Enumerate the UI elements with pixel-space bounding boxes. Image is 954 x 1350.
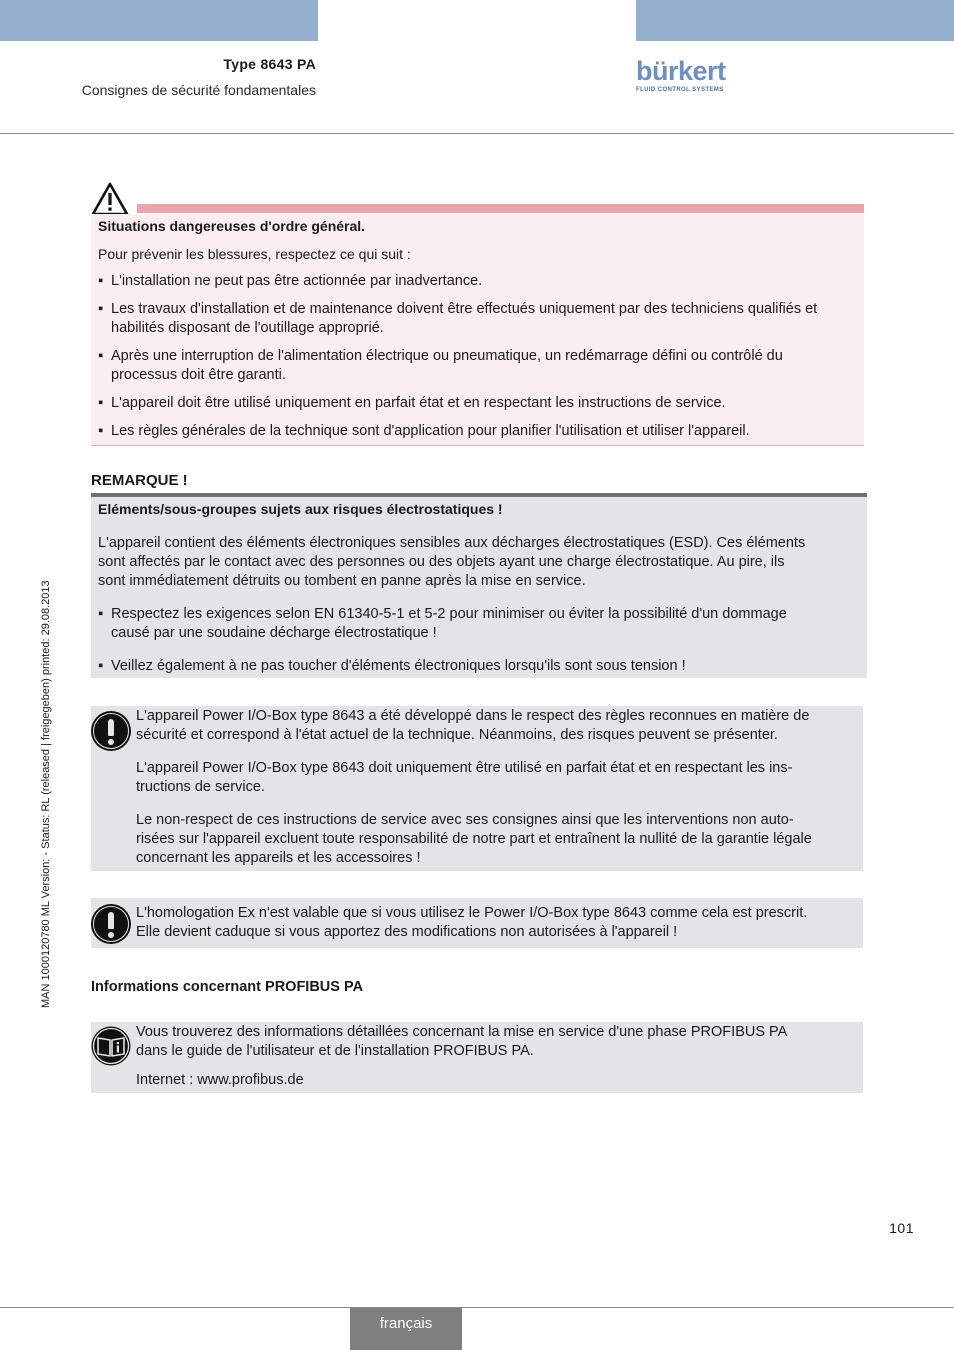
language-tab: français	[350, 1308, 462, 1350]
note-paragraph: L'appareil Power I/O-Box type 8643 a été développé dans le respect des règles reconnues en matière de sécurité et correspond à l'état actuel de la technique. Néanmoins, des risques peuvent se présenter.	[136, 708, 810, 743]
logo-wordmark: bürkert	[636, 56, 726, 86]
header-band-left	[0, 0, 318, 41]
remark-paragraph: L'appareil contient des éléments électroniques sensibles aux décharges électrostatiques (ESD). Ces éléments sont affectés par le contact avec des personnes ou des objets ayant une charge électrostatique. Au pire, ils sont immédiatement détruits ou tombent en panne après la mise en service.	[98, 535, 806, 589]
remark-box	[91, 497, 867, 678]
logo-tagline: FLUID CONTROL SYSTEMS	[636, 87, 724, 93]
remark-label: REMARQUE !	[91, 472, 188, 489]
list-item: ▪ Les règles générales de la technique sont d'application pour planifier l'utilisation et utiliser l'appareil.	[98, 423, 750, 439]
document-meta-vertical: MAN 1000120780 ML Version: - Status: RL (released | freigegeben) printed: 29.08.2013	[40, 580, 52, 1008]
note-box	[91, 898, 863, 948]
warning-list	[98, 272, 817, 441]
warning-intro: Pour prévenir les blessures, respectez ce qui suit :	[98, 246, 411, 262]
list-item: ▪ Les travaux d'installation et de maintenance doivent être effectués uniquement par des techniciens qualifiés et habilités disposant de l'outillage approprié.	[98, 301, 818, 336]
list-item: ▪ L'installation ne peut pas être actionnée par inadvertance.	[98, 273, 483, 289]
info-box	[91, 1022, 863, 1093]
warning-title: Situations dangereuses d'ordre général.	[98, 218, 366, 234]
exclamation-icon	[91, 904, 131, 944]
exclamation-icon	[91, 711, 131, 751]
info-internet: Internet : www.profibus.de	[136, 1072, 304, 1088]
document-type: Type 8643 PA	[223, 56, 316, 72]
burkert-logo	[636, 57, 736, 97]
note-paragraph: L'appareil Power I/O-Box type 8643 doit uniquement être utilisé en parfait état et en respectant les ins- tructions de service.	[136, 760, 793, 795]
note-paragraph: Le non-respect de ces instructions de service avec ses consignes ainsi que les interventions non auto- risées sur l'appareil excluent toute responsabilité de notre part et entraînent la nullité de la garantie légale concernant les appareils et les accessoires !	[136, 812, 812, 866]
remark-list	[98, 605, 787, 676]
note-paragraph: L'homologation Ex n'est valable que si vous utilisez le Power I/O-Box type 8643 comme cela est prescrit. Elle devient caduque si vous apportez des modifications non autorisées à l'appareil !	[136, 905, 808, 940]
warning-box	[91, 214, 864, 446]
info-heading: Informations concernant PROFIBUS PA	[91, 979, 364, 995]
note-box	[91, 706, 863, 871]
warning-triangle-icon	[91, 182, 129, 216]
footer-divider	[0, 1307, 954, 1308]
warning-header-bar	[137, 204, 864, 213]
section-title: Consignes de sécurité fondamentales	[81, 82, 316, 98]
list-item: ▪ Veillez également à ne pas toucher d'éléments électroniques lorsqu'ils sont sous tension !	[98, 658, 686, 674]
list-item: ▪ Respectez les exigences selon EN 61340-5-1 et 5-2 pour minimiser ou éviter la possibilité d'un dommage causé par une soudaine décharge électrostatique !	[98, 606, 787, 641]
list-item: ▪ L'appareil doit être utilisé uniquement en parfait état et en respectant les instructions de service.	[98, 395, 726, 411]
list-item: ▪ Après une interruption de l'alimentation électrique ou pneumatique, un redémarrage défini ou contrôlé du processus doit être garanti.	[98, 348, 783, 383]
header-divider	[0, 133, 954, 134]
info-paragraph: Vous trouverez des informations détaillées concernant la mise en service d'une phase PROFIBUS PA dans le guide de l'utilisateur et de l'installation PROFIBUS PA.	[136, 1024, 788, 1059]
info-book-icon	[91, 1026, 131, 1066]
remark-title: Eléments/sous-groupes sujets aux risques électrostatiques !	[98, 501, 503, 517]
page-number: 101	[889, 1220, 914, 1236]
header-band-right	[636, 0, 954, 41]
